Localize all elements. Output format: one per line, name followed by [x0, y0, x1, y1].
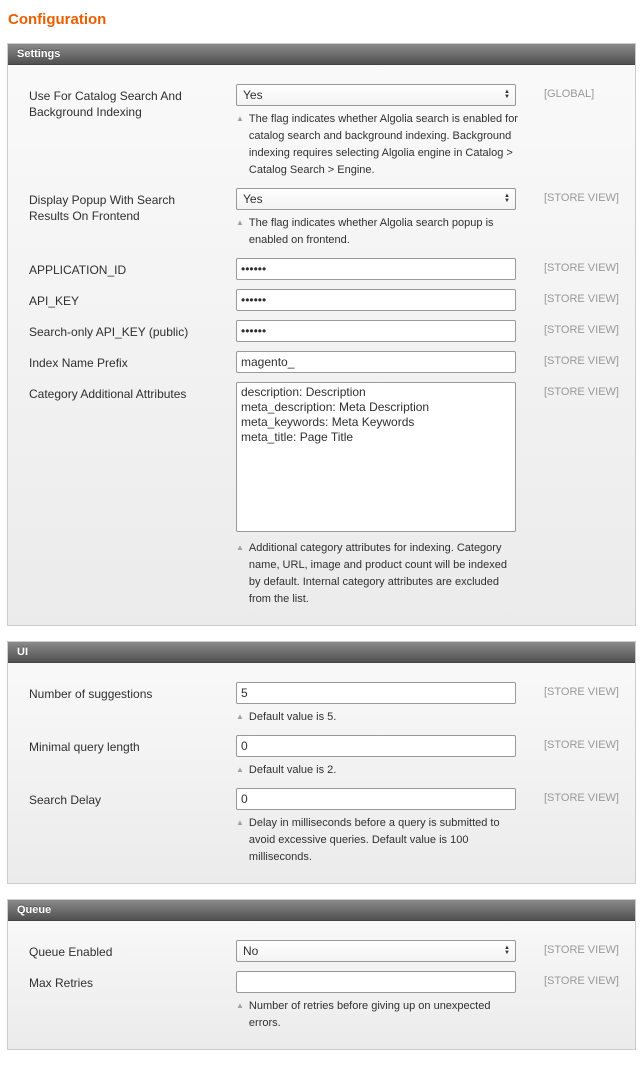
- scope-label: [STORE VIEW]: [544, 355, 619, 367]
- field-row-minimal-query-length: [8, 735, 635, 779]
- page-title: Configuration: [8, 11, 107, 28]
- scope-label: [STORE VIEW]: [544, 386, 619, 398]
- note-triangle-icon: ▲: [236, 218, 244, 227]
- scope-label: [STORE VIEW]: [544, 686, 619, 698]
- section-body-queue: [8, 921, 635, 1049]
- scope-label: [STORE VIEW]: [544, 944, 619, 956]
- section-queue: [7, 899, 636, 1050]
- field-label: Minimal query length: [29, 740, 140, 754]
- category-additional-attributes-textarea[interactable]: [236, 382, 516, 532]
- scope-label: [STORE VIEW]: [544, 293, 619, 305]
- queue-enabled-select[interactable]: [236, 940, 516, 962]
- field-row-use-for-catalog: [8, 84, 635, 179]
- field-row-search-delay: [8, 788, 635, 866]
- field-label: Search Delay: [29, 793, 102, 807]
- section-header-ui: UI: [8, 642, 635, 663]
- number-of-suggestions-input[interactable]: [236, 682, 516, 704]
- field-label: Use For Catalog Search And Background Indexing: [29, 89, 182, 119]
- field-label: Max Retries: [29, 976, 94, 990]
- note-triangle-icon: ▲: [236, 765, 244, 774]
- select-arrows-icon: ▲ ▼: [504, 89, 510, 100]
- field-comment: ▲ Default value is 2.: [236, 762, 518, 779]
- field-row-category-additional-attributes: [8, 382, 635, 608]
- field-label: Queue Enabled: [29, 945, 113, 959]
- minimal-query-length-input[interactable]: [236, 735, 516, 757]
- search-only-api-key-input[interactable]: [236, 320, 516, 342]
- field-label: Index Name Prefix: [29, 356, 128, 370]
- section-header-settings: Settings: [8, 44, 635, 65]
- scope-label: [STORE VIEW]: [544, 324, 619, 336]
- field-row-display-popup: [8, 188, 635, 249]
- index-name-prefix-input[interactable]: [236, 351, 516, 373]
- scope-label: [STORE VIEW]: [544, 739, 619, 751]
- scope-label: [GLOBAL]: [544, 88, 595, 100]
- field-row-queue-enabled: [8, 940, 635, 962]
- field-comment: ▲ The flag indicates whether Algolia search popup is enabled on frontend.: [236, 215, 518, 249]
- field-row-search-only-api-key: [8, 320, 635, 342]
- use-for-catalog-select[interactable]: [236, 84, 516, 106]
- field-label: Number of suggestions: [29, 687, 153, 701]
- api-key-input[interactable]: [236, 289, 516, 311]
- field-row-api-key: [8, 289, 635, 311]
- field-comment: ▲ Default value is 5.: [236, 709, 518, 726]
- search-delay-input[interactable]: [236, 788, 516, 810]
- field-label: Display Popup With Search Results On Frontend: [29, 193, 176, 223]
- field-row-max-retries: [8, 971, 635, 1032]
- section-body-ui: [8, 663, 635, 883]
- section-header-queue: Queue: [8, 900, 635, 921]
- field-label: APPLICATION_ID: [29, 263, 127, 277]
- note-triangle-icon: ▲: [236, 1001, 244, 1010]
- section-settings: [7, 43, 636, 626]
- scope-label: [STORE VIEW]: [544, 262, 619, 274]
- field-label: Category Additional Attributes: [29, 387, 187, 401]
- scope-label: [STORE VIEW]: [544, 975, 619, 987]
- select-value: Yes: [243, 88, 263, 102]
- field-row-number-of-suggestions: [8, 682, 635, 726]
- select-arrows-icon: ▲ ▼: [504, 193, 510, 204]
- scope-label: [STORE VIEW]: [544, 192, 619, 204]
- application-id-input[interactable]: [236, 258, 516, 280]
- select-value: No: [243, 944, 259, 958]
- field-row-application-id: [8, 258, 635, 280]
- section-body-settings: [8, 65, 635, 625]
- select-arrows-icon: ▲ ▼: [504, 945, 510, 956]
- field-comment: ▲ Number of retries before giving up on unexpected errors.: [236, 998, 518, 1032]
- field-comment: ▲ Additional category attributes for indexing. Category name, URL, image and product count will be indexed by default. Internal category attributes are excluded from the list.: [236, 540, 518, 608]
- note-triangle-icon: ▲: [236, 114, 244, 123]
- field-comment: ▲ Delay in milliseconds before a query is submitted to avoid excessive queries. Default value is 100 milliseconds.: [236, 815, 518, 866]
- note-triangle-icon: ▲: [236, 818, 244, 827]
- field-label: API_KEY: [29, 294, 80, 308]
- select-value: Yes: [243, 192, 263, 206]
- note-triangle-icon: ▲: [236, 712, 244, 721]
- scope-label: [STORE VIEW]: [544, 792, 619, 804]
- field-comment: ▲ The flag indicates whether Algolia search is enabled for catalog search and background indexing. Background indexing requires selecting Algolia engine in Catalog > Catalog Search > Engine.: [236, 111, 518, 179]
- field-label: Search-only API_KEY (public): [29, 325, 189, 339]
- note-triangle-icon: ▲: [236, 543, 244, 552]
- field-row-index-name-prefix: [8, 351, 635, 373]
- display-popup-select[interactable]: [236, 188, 516, 210]
- section-ui: [7, 641, 636, 884]
- max-retries-input[interactable]: [236, 971, 516, 993]
